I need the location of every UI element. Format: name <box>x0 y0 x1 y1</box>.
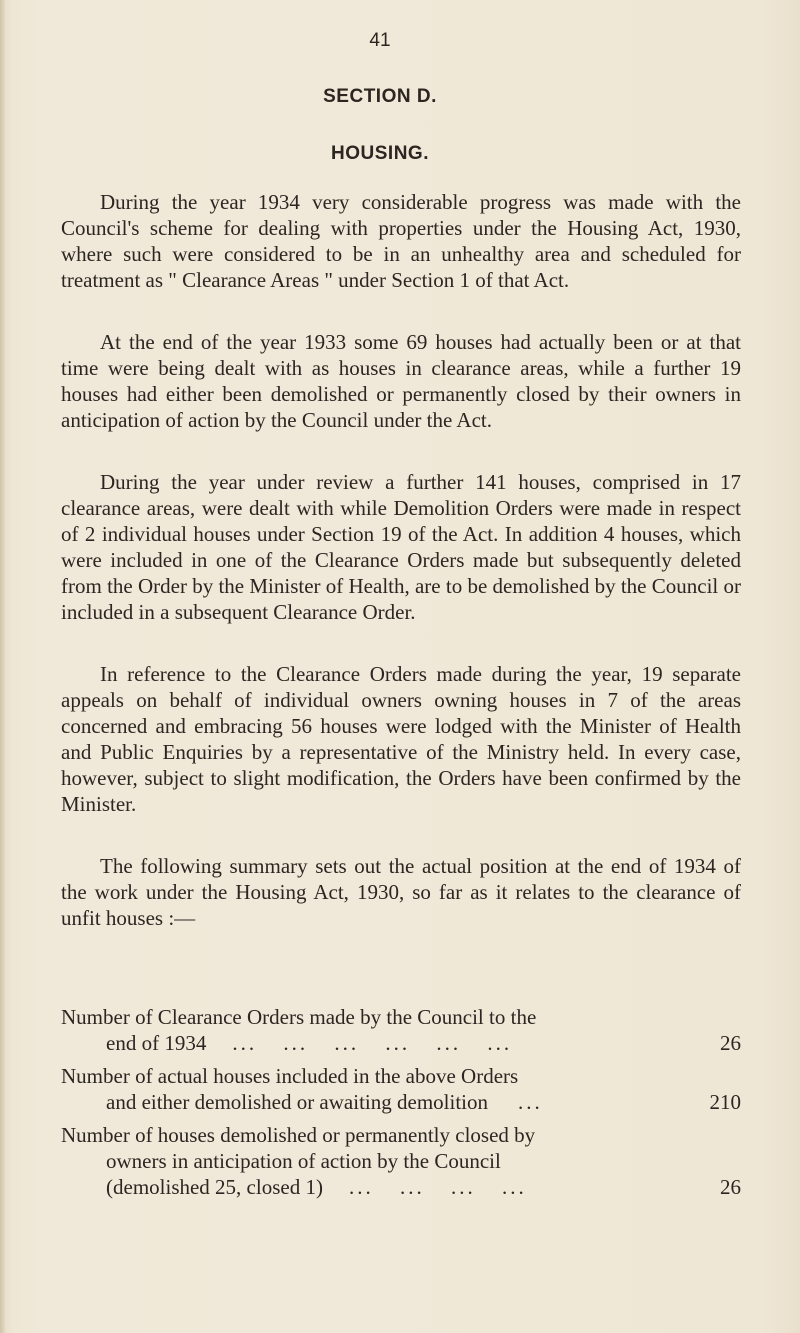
summary-list <box>61 1004 741 1207</box>
summary-item-last-line <box>61 1089 741 1115</box>
paragraph-5: The following summary sets out the actual position at the end of 1934 of the work under the Housing Act, 1930, so far as it relates to the clearance of unfit houses :— <box>61 854 741 930</box>
summary-item-text: end of 1934 <box>106 1031 207 1055</box>
summary-item-text: Number of actual houses included in the above Orders <box>61 1064 519 1088</box>
summary-item-text: owners in anticipation of action by the Council <box>106 1149 501 1173</box>
page-number: 41 <box>369 30 391 51</box>
summary-item <box>61 1063 741 1115</box>
summary-item-last-line <box>61 1030 741 1056</box>
paragraph-2: At the end of the year 1933 some 69 houses had actually been or at that time were being dealt with as houses in clearance areas, while a further 19 houses had either been demolished or permanently closed by their owners in anticipation of action by the Council under the Act. <box>61 330 741 432</box>
page-edge-shadow <box>0 0 6 1333</box>
summary-item <box>61 1122 741 1200</box>
summary-item-last-line <box>61 1174 741 1200</box>
paragraph-1: During the year 1934 very considerable progress was made with the Council's scheme for dealing with properties under the Housing Act, 1930, where such were considered to be in an unhealthy area and scheduled for treatment as " Clearance Areas " under Section 1 of that Act. <box>61 190 741 292</box>
dot-leader: ... <box>518 1090 543 1114</box>
summary-item <box>61 1004 741 1056</box>
summary-item-text: Number of houses demolished or permanently closed by <box>61 1123 536 1147</box>
summary-item-text: (demolished 25, closed 1) <box>106 1175 323 1199</box>
summary-item-text: and either demolished or awaiting demolition <box>106 1090 488 1114</box>
summary-item-value: 26 <box>720 1175 741 1199</box>
section-title: SECTION D. <box>323 86 437 107</box>
body-text <box>61 189 741 967</box>
paragraph-4: In reference to the Clearance Orders made during the year, 19 separate appeals on behalf of individual owners owning houses in 7 of the areas concerned and embracing 56 houses were lodged with the Minister of Health and Public Enquiries by a representative of the Ministry held. In every case, however, subject to slight modification, the Orders have been confirmed by the Minister. <box>61 662 741 816</box>
summary-item-value: 210 <box>709 1090 741 1114</box>
page-heading: HOUSING. <box>331 143 429 164</box>
summary-item-value: 26 <box>720 1031 741 1055</box>
dot-leader: ... ... ... ... <box>348 1175 527 1199</box>
paragraph-3: During the year under review a further 141 houses, comprised in 17 clearance areas, were dealt with while Demolition Orders were made in respect of 2 individual houses under Section 19 of the Act. In addition 4 houses, which were included in one of the Clearance Orders made but subsequently deleted from the Order by the Minister of Health, are to be demolished by the Council or included in a subsequent Clearance Order. <box>61 470 741 624</box>
dot-leader: ... ... ... ... ... ... <box>232 1031 513 1055</box>
summary-item-text: Number of Clearance Orders made by the Council to the <box>61 1005 537 1029</box>
